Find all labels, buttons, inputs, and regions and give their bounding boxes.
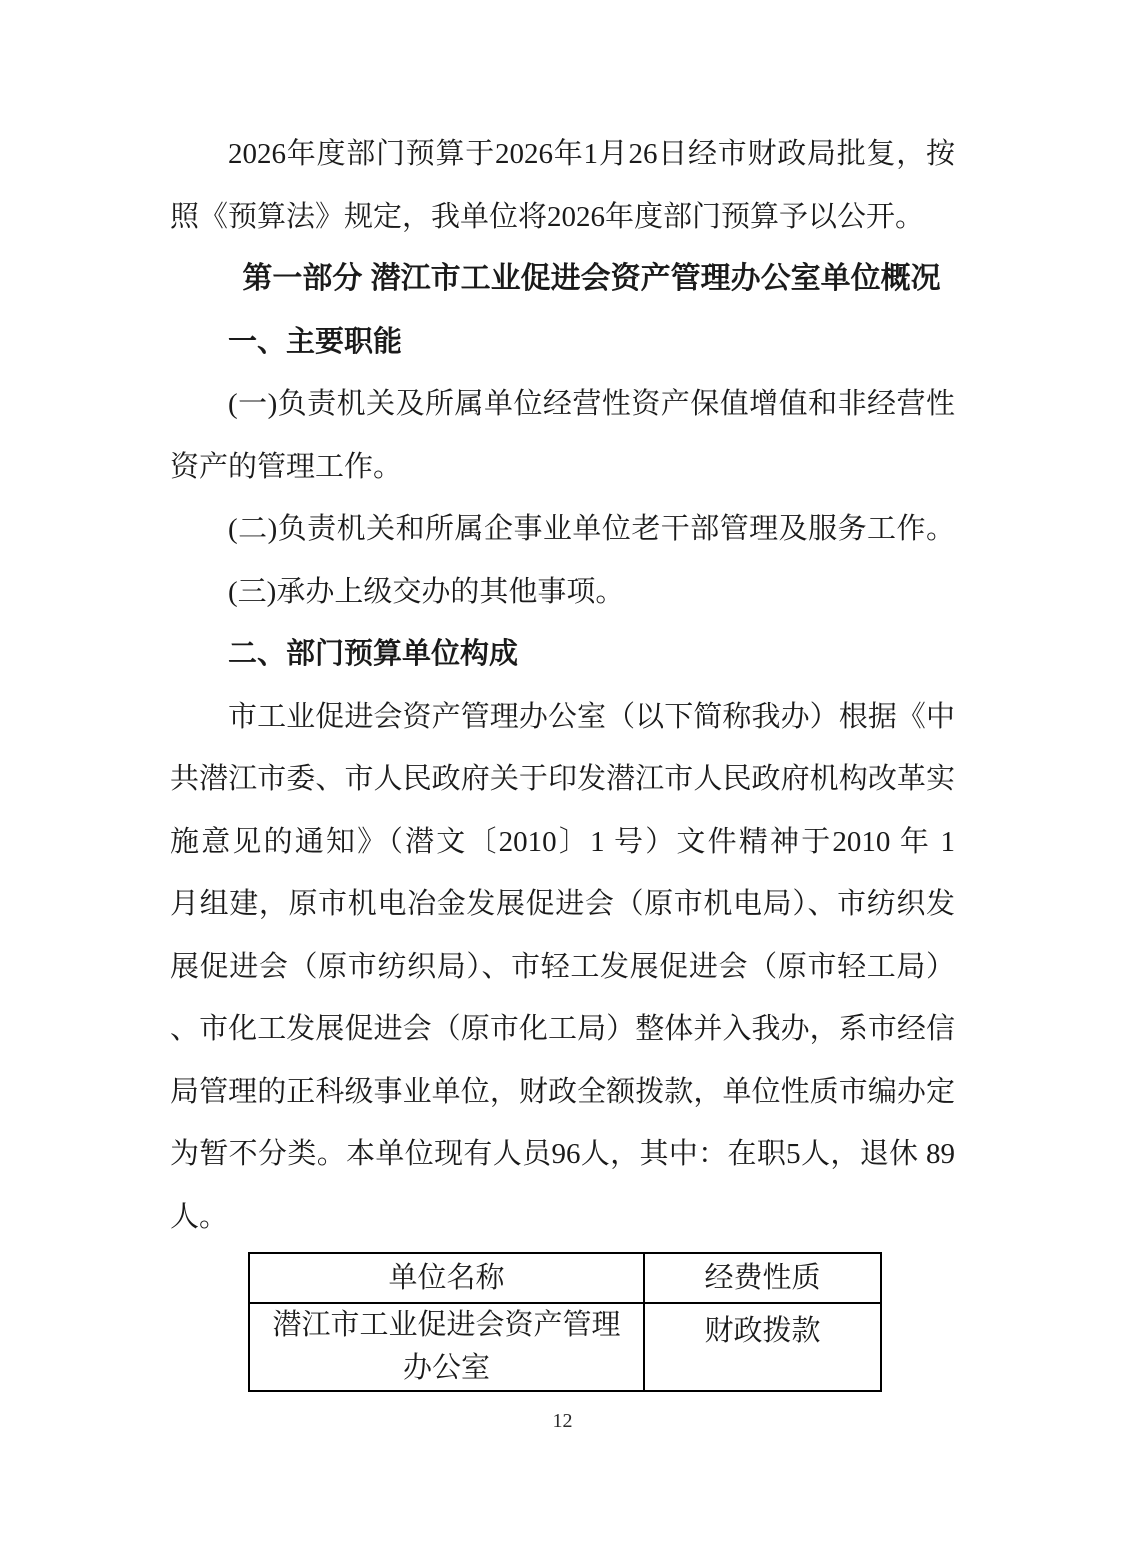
unit-table [248,1252,882,1392]
paragraph-line: 、市化工发展促进会（原市化工局）整体并入我办，系市经信 [170,1013,955,1045]
document-lines [170,123,955,1248]
page-number: 12 [552,1410,573,1432]
paragraph-line: 为暂不分类。本单位现有人员96人，其中：在职5人，退休 89 [170,1138,955,1170]
section-heading: 一、主要职能 [228,325,403,358]
paragraph-line: 施意见的通知》（潜文〔2010〕1 号）文件精神于2010 年 1 [170,825,955,858]
funding-nature-cell: 财政拨款 [644,1303,881,1391]
part-heading: 第一部分 潜江市工业促进会资产管理办公室单位概况 [242,262,941,295]
table-header-row [249,1253,881,1303]
section-heading: 二、部门预算单位构成 [228,638,519,670]
paragraph-line: 市工业促进会资产管理办公室（以下简称我办）根据《中 [228,700,955,733]
paragraph-line: (二)负责机关和所属企事业单位老干部管理及服务工作。 [228,513,955,545]
paragraph-line: 资产的管理工作。 [170,450,403,483]
paragraph-line: 局管理的正科级事业单位，财政全额拨款，单位性质市编办定 [170,1075,955,1108]
paragraph-line: (一)负责机关及所属单位经营性资产保值增值和非经营性 [228,388,955,420]
paragraph-line: 照《预算法》规定，我单位将2026年度部门预算予以公开。 [170,200,925,233]
table-header-unit-name: 单位名称 [249,1253,644,1303]
paragraph-line: 2026年度部门预算于2026年1月26日经市财政局批复，按 [228,138,955,170]
table-header-funding-nature: 经费性质 [644,1253,881,1303]
paragraph-line: 共潜江市委、市人民政府关于印发潜江市人民政府机构改革实 [170,763,955,795]
table-row [249,1303,881,1391]
unit-name-cell: 潜江市工业促进会资产管理办公室 [249,1303,644,1391]
paragraph-line: 展促进会（原市纺织局）、市轻工发展促进会（原市轻工局） [170,950,955,983]
paragraph-line: 人。 [170,1200,229,1233]
paragraph-line: (三)承办上级交办的其他事项。 [228,575,625,608]
paragraph-line: 月组建，原市机电冶金发展促进会（原市机电局）、市纺织发 [170,888,955,920]
